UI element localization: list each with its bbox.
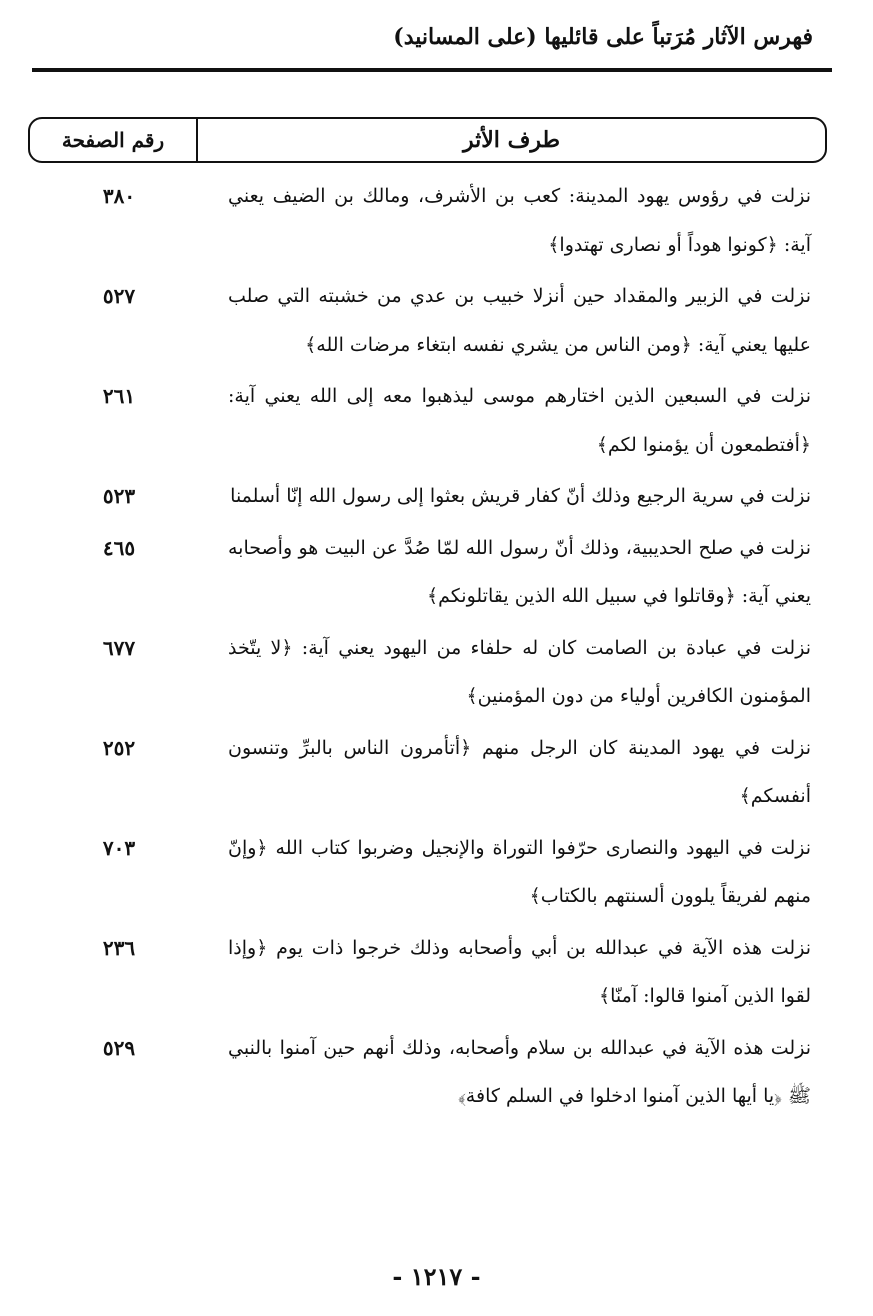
entry-page-number: ٦٧٧ xyxy=(102,635,136,660)
entry-text: نزلت في الزبير والمقداد حين أنزلا خبيب بن عدي من خشبته التي صلب عليها يعني آية: ﴿ومن الناس من يشري نفسه ابتغاء مرضات الله﴾ xyxy=(228,285,811,356)
entry-page-number: ٣٨٠ xyxy=(102,184,136,208)
entry-text: نزلت هذه الآية في عبدالله بن أبي وأصحابه وذلك خرجوا ذات يوم ﴿وإذا لقوا الذين آمنوا قالوا: آمنّا﴾ xyxy=(228,936,811,1007)
index-row xyxy=(28,372,827,469)
entry-page-number: ٢٣٦ xyxy=(102,935,136,960)
index-row xyxy=(28,1024,827,1121)
index-row xyxy=(28,624,827,721)
column-header-page: رقم الصفحة xyxy=(30,119,198,161)
index-row xyxy=(28,172,827,269)
entry-text: نزلت في عبادة بن الصامت كان له حلفاء من اليهود يعني آية: ﴿لا يتّخذ المؤمنون الكافرين أولياء من دون المؤمنين﴾ xyxy=(228,636,811,707)
entry-page-number: ٢٦١ xyxy=(102,384,136,408)
index-row xyxy=(28,524,827,621)
index-row xyxy=(28,472,827,521)
entry-page-number: ٥٢٧ xyxy=(102,284,136,308)
entry-text: نزلت في سرية الرجيع وذلك أنّ كفار قريش بعثوا إلى رسول الله إنّا أسلمنا xyxy=(230,485,811,507)
index-entries xyxy=(28,172,827,1124)
header-rule xyxy=(32,68,832,72)
entry-page-number: ٤٦٥ xyxy=(102,535,136,560)
index-row xyxy=(28,824,827,921)
index-row xyxy=(28,724,827,821)
table-header xyxy=(28,117,827,163)
column-header-entry: طرف الأثر xyxy=(462,127,561,153)
index-row xyxy=(28,272,827,369)
entry-page-number: ٥٢٩ xyxy=(102,1035,136,1060)
running-title: فهرس الآثار مُرَتباً على قائليها (على المسانيد) xyxy=(393,24,813,50)
entry-page-number: ٧٠٣ xyxy=(102,835,136,860)
entry-text: نزلت في صلح الحديبية، وذلك أنّ رسول الله لمّا صُدَّ عن البيت هو وأصحابه يعني آية: ﴿وقاتلوا في سبيل الله الذين يقاتلونكم﴾ xyxy=(228,536,811,607)
entry-text: نزلت في يهود المدينة كان الرجل منهم ﴿أتأمرون الناس بالبرِّ وتنسون أنفسكم﴾ xyxy=(228,736,811,807)
entry-page-number: ٢٥٢ xyxy=(102,735,136,760)
page-number: - ١٢١٧ - xyxy=(392,1262,481,1291)
entry-text: نزلت هذه الآية في عبدالله بن سلام وأصحابه، وذلك أنهم حين آمنوا بالنبي ﷺ ﴿يا أيها الذين آمنوا ادخلوا في السلم كافة﴾ xyxy=(228,1036,811,1107)
entry-text: نزلت في السبعين الذين اختارهم موسى ليذهبوا معه إلى الله يعني آية: ﴿أفتطمعون أن يؤمنوا لكم﴾ xyxy=(228,385,811,456)
entry-text: نزلت في رؤوس يهود المدينة: كعب بن الأشرف، ومالك بن الضيف يعني آية: ﴿كونوا هوداً أو نصارى تهتدوا﴾ xyxy=(228,185,811,256)
entry-text: نزلت في اليهود والنصارى حرّفوا التوراة والإنجيل وضربوا كتاب الله ﴿وإنّ منهم لفريقاً يلوون ألسنتهم بالكتاب﴾ xyxy=(228,836,811,907)
entry-page-number: ٥٢٣ xyxy=(102,484,136,508)
index-row xyxy=(28,924,827,1021)
